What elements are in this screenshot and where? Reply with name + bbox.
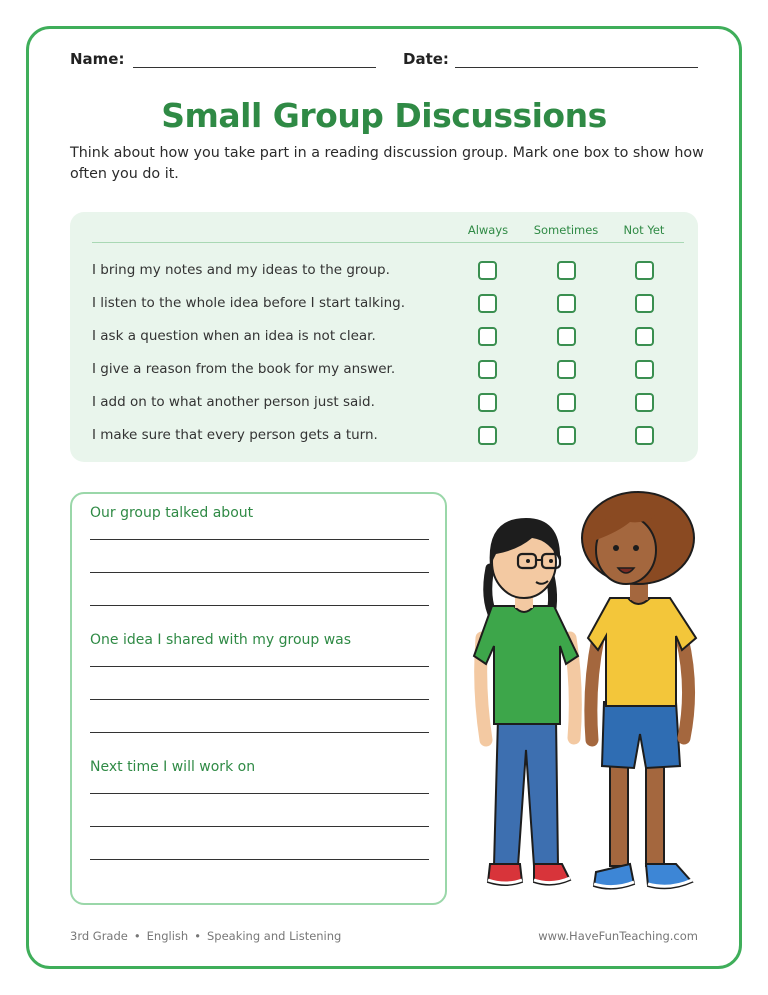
writing-prompt: One idea I shared with my group was bbox=[90, 632, 352, 648]
writing-response-panel bbox=[70, 492, 447, 905]
checklist-row bbox=[70, 360, 698, 393]
name-date-row bbox=[70, 50, 698, 72]
checklist-item: I ask a question when an idea is not clear. bbox=[92, 328, 376, 344]
footer-course-info bbox=[70, 929, 341, 943]
writing-line[interactable] bbox=[90, 826, 429, 827]
always-checkbox[interactable] bbox=[478, 393, 497, 412]
sometimes-checkbox[interactable] bbox=[557, 261, 576, 280]
page-title: Small Group Discussions bbox=[161, 96, 607, 135]
not-yet-checkbox[interactable] bbox=[635, 261, 654, 280]
checklist-row bbox=[70, 294, 698, 327]
girl-green-shirt-icon bbox=[474, 518, 578, 885]
checklist-row bbox=[70, 261, 698, 294]
name-field[interactable] bbox=[133, 67, 376, 68]
writing-line[interactable] bbox=[90, 666, 429, 667]
writing-line[interactable] bbox=[90, 699, 429, 700]
instructions: Think about how you take part in a reading discussion group. Mark one box to show how often you do it. bbox=[70, 145, 704, 182]
not-yet-checkbox[interactable] bbox=[635, 294, 654, 313]
not-yet-checkbox[interactable] bbox=[635, 426, 654, 445]
writing-prompt: Next time I will work on bbox=[90, 759, 256, 775]
always-checkbox[interactable] bbox=[478, 327, 497, 346]
footer-grade: 3rd Grade bbox=[70, 929, 128, 943]
writing-line[interactable] bbox=[90, 572, 429, 573]
not-yet-checkbox[interactable] bbox=[635, 393, 654, 412]
checklist-item: I add on to what another person just said. bbox=[92, 394, 375, 410]
column-header-not-yet: Not Yet bbox=[623, 223, 665, 237]
footer-separator: • bbox=[133, 929, 141, 943]
not-yet-checkbox[interactable] bbox=[635, 327, 654, 346]
checklist-item: I make sure that every person gets a turn. bbox=[92, 427, 378, 443]
date-field[interactable] bbox=[455, 67, 698, 68]
always-checkbox[interactable] bbox=[478, 360, 497, 379]
date-label: Date: bbox=[403, 50, 449, 68]
writing-line[interactable] bbox=[90, 732, 429, 733]
always-checkbox[interactable] bbox=[478, 294, 497, 313]
writing-line[interactable] bbox=[90, 539, 429, 540]
sometimes-checkbox[interactable] bbox=[557, 327, 576, 346]
writing-line[interactable] bbox=[90, 859, 429, 860]
self-assessment-checklist bbox=[70, 212, 698, 462]
sometimes-checkbox[interactable] bbox=[557, 360, 576, 379]
footer-topic: Speaking and Listening bbox=[206, 929, 342, 943]
checklist-item: I listen to the whole idea before I start talking. bbox=[92, 295, 405, 311]
footer-subject: English bbox=[146, 929, 189, 943]
writing-line[interactable] bbox=[90, 793, 429, 794]
two-students-illustration bbox=[470, 488, 710, 908]
writing-line[interactable] bbox=[90, 605, 429, 606]
checklist-item: I give a reason from the book for my answer. bbox=[92, 361, 396, 377]
sometimes-checkbox[interactable] bbox=[557, 393, 576, 412]
girl-yellow-shirt-icon bbox=[582, 492, 696, 889]
checklist-item: I bring my notes and my ideas to the group. bbox=[92, 262, 390, 278]
checklist-row bbox=[70, 426, 698, 459]
not-yet-checkbox[interactable] bbox=[635, 360, 654, 379]
checklist-row bbox=[70, 393, 698, 426]
footer-website: www.HaveFunTeaching.com bbox=[538, 929, 698, 943]
sometimes-checkbox[interactable] bbox=[557, 294, 576, 313]
always-checkbox[interactable] bbox=[478, 426, 497, 445]
sometimes-checkbox[interactable] bbox=[557, 426, 576, 445]
always-checkbox[interactable] bbox=[478, 261, 497, 280]
name-label: Name: bbox=[70, 50, 125, 68]
checklist-row bbox=[70, 327, 698, 360]
header-divider bbox=[92, 242, 684, 243]
footer-separator: • bbox=[194, 929, 201, 943]
column-header-always: Always bbox=[467, 223, 509, 237]
column-header-sometimes: Sometimes bbox=[533, 223, 599, 237]
writing-prompt: Our group talked about bbox=[90, 505, 254, 521]
